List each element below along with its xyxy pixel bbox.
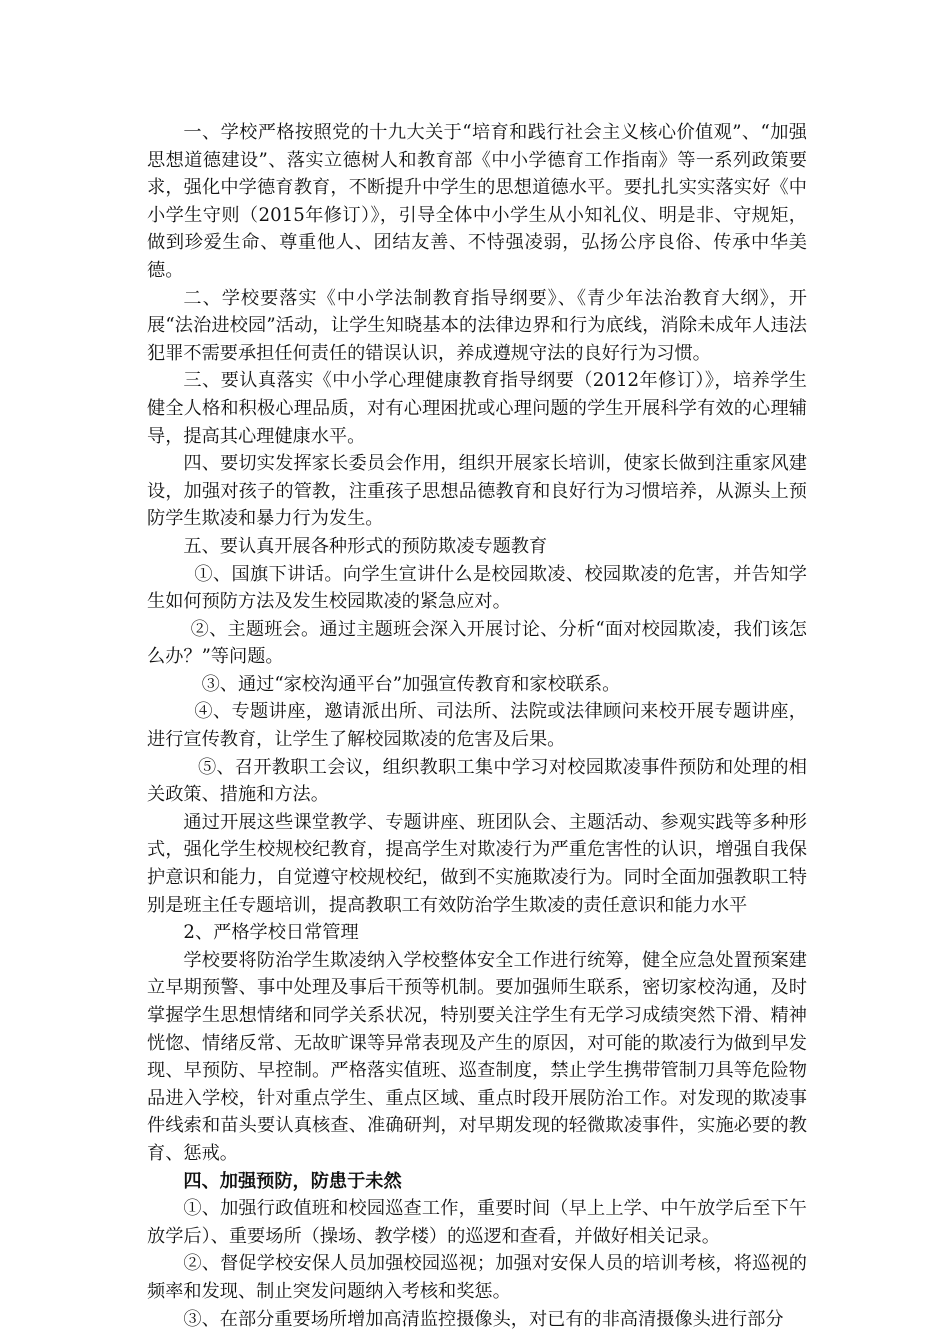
list-item-home-school-platform: ③、通过“家校沟通平台”加强宣传教育和家校联系。	[201, 673, 621, 695]
section-heading-prevention: 四、加强预防，防患于未然	[183, 1170, 402, 1192]
list-item-class-meeting: ②、主题班会。通过主题班会深入开展讨论、分析“面对校园欺凌，我们该怎么办？”等问题。	[147, 618, 807, 668]
paragraph-legal-education: 二、学校要落实《中小学法制教育指导纲要》、《青少年法治教育大纲》，开展“法治进校园”活动，让学生知晓基本的法律边界和行为底线，消除未成年人违法犯罪不需要承担任何责任的错误认识，养成遵规守法的良好行为习惯。	[147, 287, 807, 364]
list-item-patrol: ①、加强行政值班和校园巡查工作，重要时间（早上上学、中午放学后至下午放学后）、重要场所（操场、教学楼）的巡逻和查看，并做好相关记录。	[147, 1198, 807, 1247]
paragraph-parent-committee: 四、要切实发挥家长委员会作用，组织开展家长培训，使家长做到注重家风建设，加强对孩子的管教，注重孩子思想品德教育和良好行为习惯培养，从源头上预防学生欺凌和暴力行为发生。	[147, 453, 807, 530]
list-item-flag-speech: ①、国旗下讲话。向学生宣讲什么是校园欺凌、校园欺凌的危害，并告知学生如何预防方法及发生校园欺凌的紧急应对。	[147, 563, 807, 613]
section-heading-daily-management: 2、严格学校日常管理	[183, 922, 359, 944]
paragraph-anti-bullying-education: 五、要认真开展各种形式的预防欺凌专题教育	[183, 535, 548, 557]
paragraph-summary: 通过开展这些课堂教学、专题讲座、班团队会、主题活动、参观实践等多种形式，强化学生校规校纪教育，提高学生对欺凌行为严重危害性的认识，增强自我保护意识和能力，自觉遵守校规校纪，做到不实施欺凌行为。同时全面加强教职工特别是班主任专题培训，提高教职工有效防治学生欺凌的责任意识和能力水平	[147, 811, 807, 916]
document-body	[147, 119, 807, 1333]
list-item-staff-meeting: ⑤、召开教职工会议，组织教职工集中学习对校园欺凌事件预防和处理的相关政策、措施和方法。	[147, 756, 807, 806]
paragraph-moral-education: 一、学校严格按照党的十九大关于“培育和践行社会主义核心价值观”、“加强思想道德建设”、落实立德树人和教育部《中小学德育工作指南》等一系列政策要求，强化中学德育教育，不断提升中学生的思想道德水平。要扎扎实实落实好《中小学生守则（2015年修订）》，引导全体中小学生从小知礼仪、明是非、守规矩，做到珍爱生命、尊重他人、团结友善、不恃强凌弱，弘扬公序良俗、传承中华美德。	[147, 122, 807, 281]
paragraph-mental-health: 三、要认真落实《中小学心理健康教育指导纲要（2012年修订）》，培养学生健全人格和积极心理品质，对有心理困扰或心理问题的学生开展科学有效的心理辅导，提高其心理健康水平。	[147, 370, 807, 447]
list-item-special-lecture: ④、专题讲座，邀请派出所、司法所、法院或法律顾问来校开展专题讲座，进行宣传教育，让学生了解校园欺凌的危害及后果。	[147, 701, 807, 751]
paragraph-daily-management: 学校要将防治学生欺凌纳入学校整体安全工作进行统筹，健全应急处置预案建立早期预警、事中处理及事后干预等机制。要加强师生联系，密切家校沟通，及时掌握学生思想情绪和同学关系状况，特别要关注学生有无学习成绩突然下滑、精神恍惚、情绪反常、无故旷课等异常表现及产生的原因，对可能的欺凌行为做到早发现、早预防、早控制。严格落实值班、巡查制度，禁止学生携带管制刀具等危险物品进入学校，针对重点学生、重点区域、重点时段开展防治工作。对发现的欺凌事件线索和苗头要认真核查、准确研判，对早期发现的轻微欺凌事件，实施必要的教育、惩戒。	[147, 949, 807, 1164]
list-item-security-staff: ②、督促学校安保人员加强校园巡视；加强对安保人员的培训考核，将巡视的频率和发现、制止突发问题纳入考核和奖惩。	[147, 1253, 807, 1302]
list-item-cameras: ③、在部分重要场所增加高清监控摄像头，对已有的非高清摄像头进行部分	[183, 1308, 784, 1330]
